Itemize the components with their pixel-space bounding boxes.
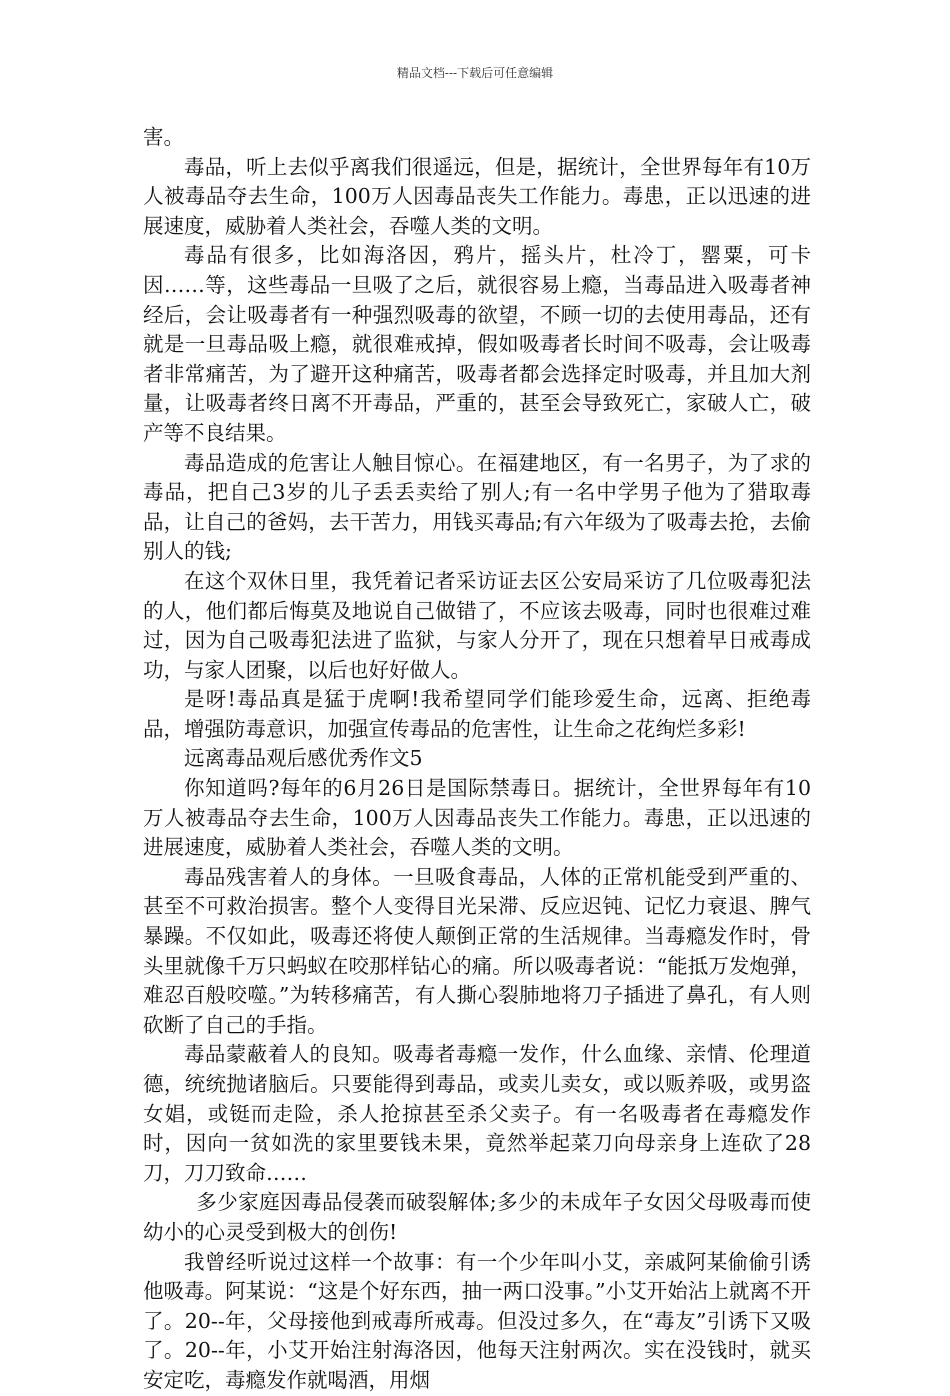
paragraph: 是呀!毒品真是猛于虎啊!我希望同学们能珍爱生命，远离、拒绝毒品，增强防毒意识，加强宣传毒品的危害性，让生命之花绚烂多彩!	[143, 687, 811, 741]
paragraph: 毒品有很多，比如海洛因，鸦片，摇头片，杜冷丁，罂粟，可卡因……等，这些毒品一旦吸了之后，就很容易上瘾，当毒品进入吸毒者神经后，会让吸毒者有一种强烈吸毒的欲望，不顾一切的去使用毒品，还有就是一旦毒品吸上瘾，就很难戒掉，假如吸毒者长时间不吸毒，会让吸毒者非常痛苦，为了避开这种痛苦，吸毒者都会选择定时吸毒，并且加大剂量，让吸毒者终日离不开毒品，严重的，甚至会导致死亡，家破人亡，破产等不良结果。	[143, 243, 811, 445]
paragraph: 毒品蒙蔽着人的良知。吸毒者毒瘾一发作，什么血缘、亲情、伦理道德，统统抛诸脑后。只要能得到毒品，或卖儿卖女，或以贩养吸，或男盗女娼，或铤而走险，杀人抢掠甚至杀父卖子。有一名吸毒者在毒瘾发作时，因向一贫如洗的家里要钱未果，竟然举起菜刀向母亲身上连砍了28刀，刀刀致命……	[143, 1042, 811, 1185]
paragraph: 我曾经听说过这样一个故事：有一个少年叫小艾，亲戚阿某偷偷引诱他吸毒。阿某说：“这是个好东西，抽一两口没事。”小艾开始沾上就离不开了。20--年，父母接他到戒毒所戒毒。但没过多久，在“毒友”引诱下又吸了。20--年，小艾开始注射海洛因，他每天注射两次。实在没钱时，就买安定吃，毒瘾发作就喝酒，用烟	[143, 1249, 811, 1392]
paragraph: 毒品，听上去似乎离我们很遥远，但是，据统计，全世界每年有10万人被毒品夺去生命，100万人因毒品丧失工作能力。毒患，正以迅速的进展速度，威胁着人类社会，吞噬人类的文明。	[143, 154, 811, 238]
document-body	[143, 123, 811, 1396]
paragraph-continuation: 害。	[143, 125, 184, 149]
paragraph: 在这个双休日里，我凭着记者采访证去区公安局采访了几位吸毒犯法的人，他们都后悔莫及地说自己做错了，不应该去吸毒，同时也很难过难过，因为自己吸毒犯法进了监狱，与家人分开了，现在只想着早日戒毒成功，与家人团聚，以后也好好做人。	[143, 568, 811, 682]
paragraph: 毒品残害着人的身体。一旦吸食毒品，人体的正常机能受到严重的、甚至不可救治损害。整个人变得目光呆滞、反应迟钝、记忆力衰退、脾气暴躁。不仅如此，吸毒还将使人颠倒正常的生活规律。当毒瘾发作时，骨头里就像千万只蚂蚁在咬那样钻心的痛。所以吸毒者说：“能抵万发炮弹，难忍百般咬噬。”为转移痛苦，有人撕心裂肺地将刀子插进了鼻孔，有人则砍断了自己的手指。	[143, 864, 811, 1037]
page-header: 精品文档---下载后可任意编辑	[396, 66, 554, 80]
paragraph: 毒品造成的危害让人触目惊心。在福建地区，有一名男子，为了求的毒品，把自己3岁的儿子丢丢卖给了别人;有一名中学男子他为了猎取毒品，让自己的爸妈，去干苦力，用钱买毒品;有六年级为了吸毒去抢，去偷别人的钱;	[143, 450, 811, 564]
section-heading: 远离毒品观后感优秀作文5	[184, 746, 423, 771]
paragraph: 你知道吗?每年的6月26日是国际禁毒日。据统计，全世界每年有10万人被毒品夺去生命，100万人因毒品丧失工作能力。毒患，正以迅速的进展速度，威胁着人类社会，吞噬人类的文明。	[143, 776, 811, 860]
paragraph: 多少家庭因毒品侵袭而破裂解体;多少的未成年子女因父母吸毒而使幼小的心灵受到极大的创伤!	[143, 1190, 811, 1244]
